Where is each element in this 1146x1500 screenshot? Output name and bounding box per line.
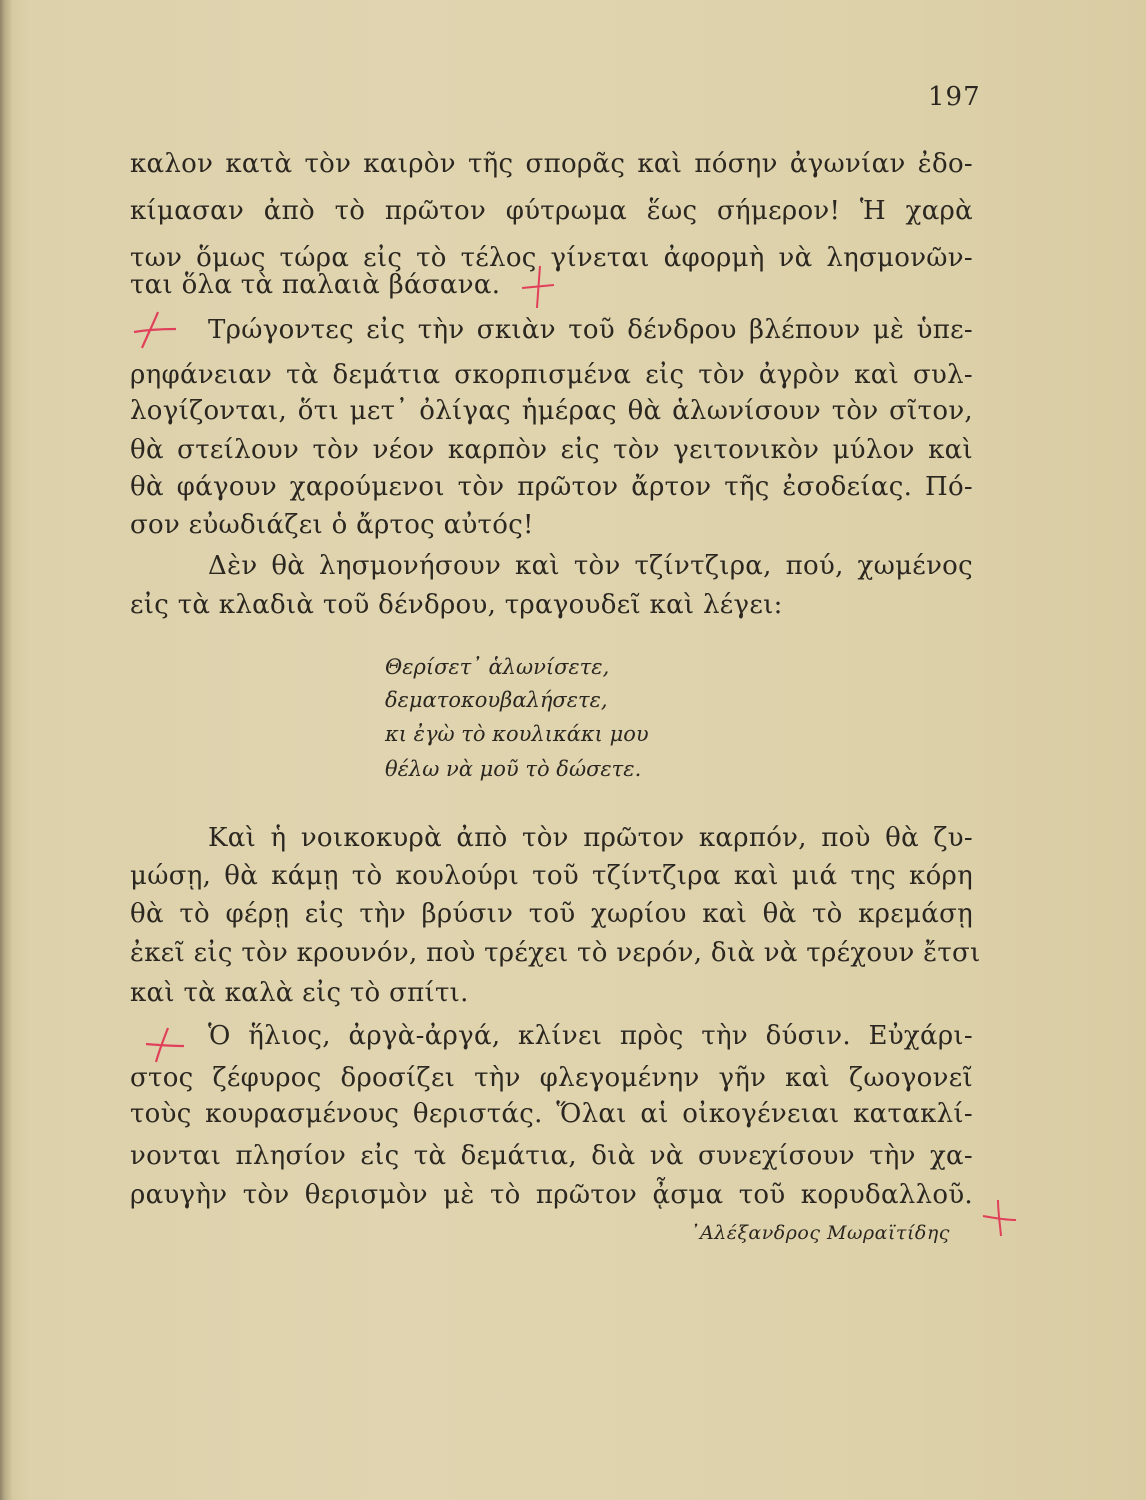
poem-line: κι ἐγὼ τὸ κουλικάκι μου [385,722,649,746]
red-cross-annotation-icon [980,1196,1020,1240]
text-line: νονται πλησίον εἰς τὰ δεμάτια, διὰ νὰ συνεχίσουν τὴν χα- [130,1141,973,1171]
text-line: εἰς τὰ κλαδιὰ τοῦ δένδρου, τραγουδεῖ καὶ λέγει: [130,590,783,620]
text-line: Ὁ ἥλιος, ἀργὰ-ἀργά, κλίνει πρὸς τὴν δύσιν. Εὐχάρι- [208,1021,973,1051]
text-line: Δὲν θὰ λησμονήσουν καὶ τὸν τζίντζιρα, πού, χωμένος [208,551,973,581]
poem-line: θέλω νὰ μοῦ τὸ δώσετε. [385,757,642,781]
text-line: λογίζονται, ὅτι μετ᾽ ὀλίγας ἡμέρας θὰ ἁλωνίσουν τὸν σῖτον, [130,396,973,426]
text-line: καὶ τὰ καλὰ εἰς τὸ σπίτι. [130,978,469,1008]
page-binding-edge [0,0,12,1500]
text-line: ἐκεῖ εἰς τὸν κρουνόν, ποὺ τρέχει τὸ νερόν, διὰ νὰ τρέχουν ἔτσι [130,938,981,968]
text-line: μώσῃ, θὰ κάμῃ τὸ κουλούρι τοῦ τζίντζιρα καὶ μιά της κόρη [130,861,973,891]
page-number: 197 [928,82,981,112]
text-line: θὰ φάγουν χαρούμενοι τὸν πρῶτον ἄρτον τῆς ἐσοδείας. Πό- [130,472,973,502]
text-line: Τρώγοντες εἰς τὴν σκιὰν τοῦ δένδρου βλέπουν μὲ ὑπε- [208,315,973,345]
text-line: καλον κατὰ τὸν καιρὸν τῆς σπορᾶς καὶ πόσην ἀγωνίαν ἐδο- [130,149,973,179]
text-line: Καὶ ἡ νοικοκυρὰ ἀπὸ τὸν πρῶτον καρπόν, ποὺ θὰ ζυ- [208,823,973,853]
text-line: κίμασαν ἀπὸ τὸ πρῶτον φύτρωμα ἕως σήμερον! Ἡ χαρὰ [130,196,973,226]
poem-line: Θερίσετ᾽ ἁλωνίσετε, [385,655,610,679]
text-line: σον εὐωδιάζει ὁ ἄρτος αὐτός! [130,510,534,540]
text-line: ται ὅλα τὰ παλαιὰ βάσανα. [130,270,501,300]
text-line: θὰ στείλουν τὸν νέον καρπὸν εἰς τὸν γειτονικὸν μύλον καὶ [130,435,973,465]
red-cross-annotation-icon [130,308,180,352]
red-cross-annotation-icon [518,262,558,312]
poem-line: δεματοκουβαλήσετε, [385,688,608,712]
author-signature: ᾽Αλέξανδρος Μωραϊτίδης [690,1222,950,1244]
text-line: ρηφάνειαν τὰ δεμάτια σκορπισμένα εἰς τὸν ἀγρὸν καὶ συλ- [130,360,973,390]
text-line: θὰ τὸ φέρῃ εἰς τὴν βρύσιν τοῦ χωρίου καὶ θὰ τὸ κρεμάσῃ [130,899,973,929]
text-line: ραυγὴν τὸν θερισμὸν μὲ τὸ πρῶτον ᾆσμα τοῦ κορυδαλλοῦ. [130,1180,973,1210]
text-line: τοὺς κουρασμένους θεριστάς. Ὅλαι αἱ οἰκογένειαι κατακλί- [130,1099,973,1129]
text-line: των ὅμως τώρα εἰς τὸ τέλος γίνεται ἀφορμὴ νὰ λησμονῶν- [130,243,973,273]
text-line: στος ζέφυρος δροσίζει τὴν φλεγομένην γῆν καὶ ζωογονεῖ [130,1063,973,1093]
red-cross-annotation-icon [142,1024,188,1066]
